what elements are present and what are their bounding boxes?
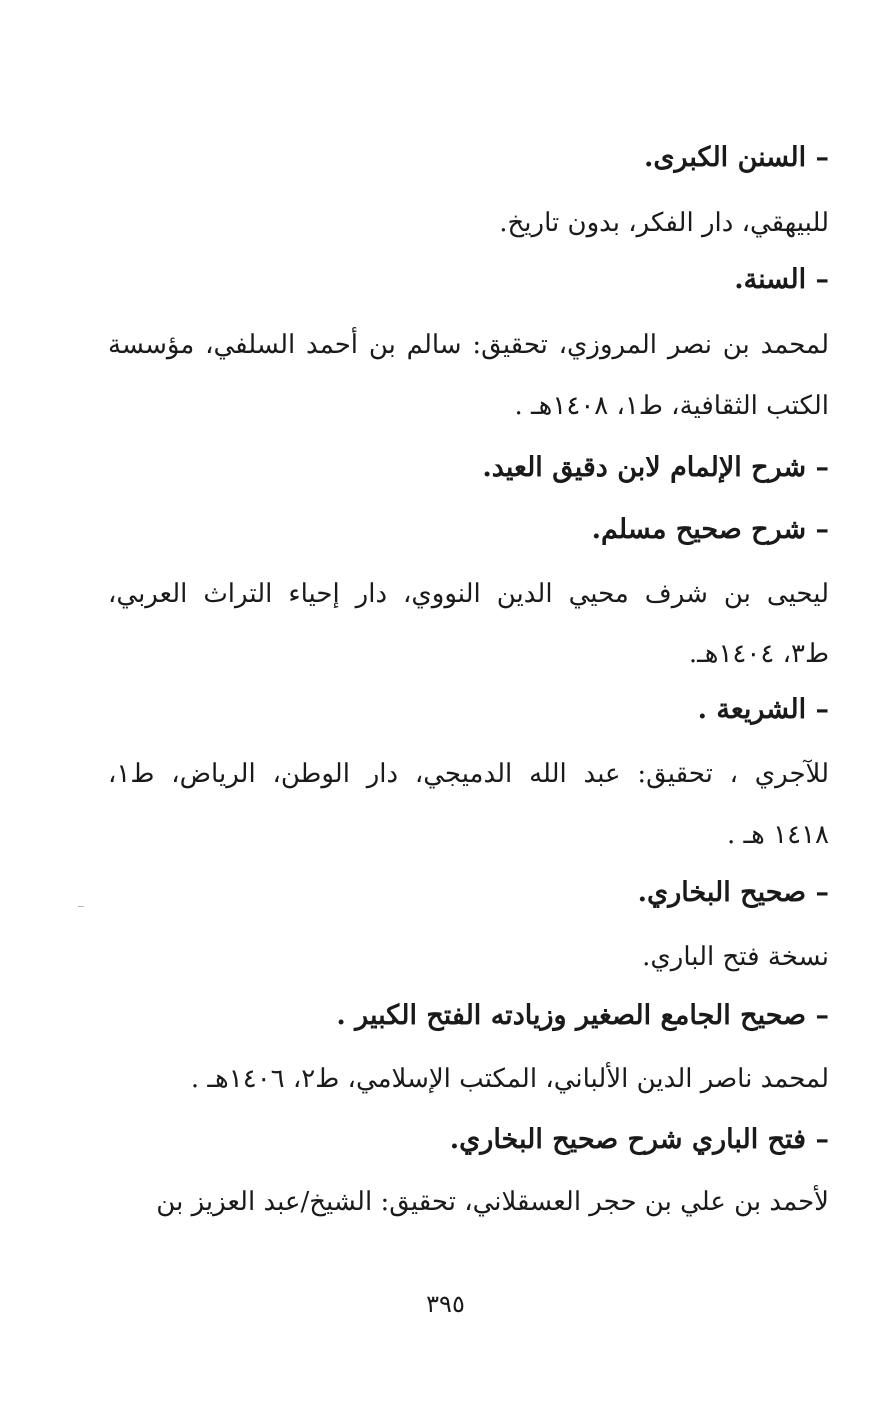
- entry-title-sunnah: – السنة.: [734, 264, 829, 295]
- entry-title-fath-albari: – فتح الباري شرح صحيح البخاري.: [449, 1124, 829, 1155]
- entry-detail-sahih-bukhari: نسخة فتح الباري.: [642, 942, 829, 972]
- entry-title-shariah: – الشريعة .: [697, 694, 829, 725]
- entry-detail-sunnah-line-2: الكتب الثقافية، ط١، ١٤٠٨هـ .: [514, 391, 829, 421]
- entry-title-sunan-kubra: – السنن الكبرى.: [643, 142, 829, 173]
- entry-detail-shariah-line-1: للآجري ، تحقيق: عبد الله الدميجي، دار الوطن، الرياض، ط١،: [108, 759, 829, 789]
- page-number: ٣٩٥: [426, 1290, 465, 1318]
- entry-detail-sahih-jami: لمحمد ناصر الدين الألباني، المكتب الإسلامي، ط٢، ١٤٠٦هـ .: [190, 1064, 829, 1094]
- entry-title-sahih-jami: – صحيح الجامع الصغير وزيادته الفتح الكبير .: [336, 1000, 829, 1031]
- entry-detail-sharh-muslim-line-2: ط٣، ١٤٠٤هـ.: [688, 639, 829, 669]
- entry-detail-sharh-muslim-line-1: ليحيى بن شرف محيي الدين النووي، دار إحياء التراث العربي،: [108, 579, 829, 609]
- margin-mark: [78, 906, 84, 907]
- entry-detail-fath-albari: لأحمد بن علي بن حجر العسقلاني، تحقيق: الشيخ/عبد العزيز بن: [156, 1187, 829, 1217]
- entry-detail-sunan-kubra: للبيهقي، دار الفكر، بدون تاريخ.: [499, 208, 829, 238]
- entry-title-sharh-ilmam: – شرح الإلمام لابن دقيق العيد.: [482, 452, 829, 483]
- entry-title-sahih-bukhari: – صحيح البخاري.: [637, 877, 829, 908]
- entry-detail-sunnah-line-1: لمحمد بن نصر المروزي، تحقيق: سالم بن أحمد السلفي، مؤسسة: [108, 330, 829, 360]
- entry-title-sharh-sahih-muslim: – شرح صحيح مسلم.: [591, 514, 829, 545]
- entry-detail-shariah-line-2: ١٤١٨ هـ .: [727, 820, 829, 850]
